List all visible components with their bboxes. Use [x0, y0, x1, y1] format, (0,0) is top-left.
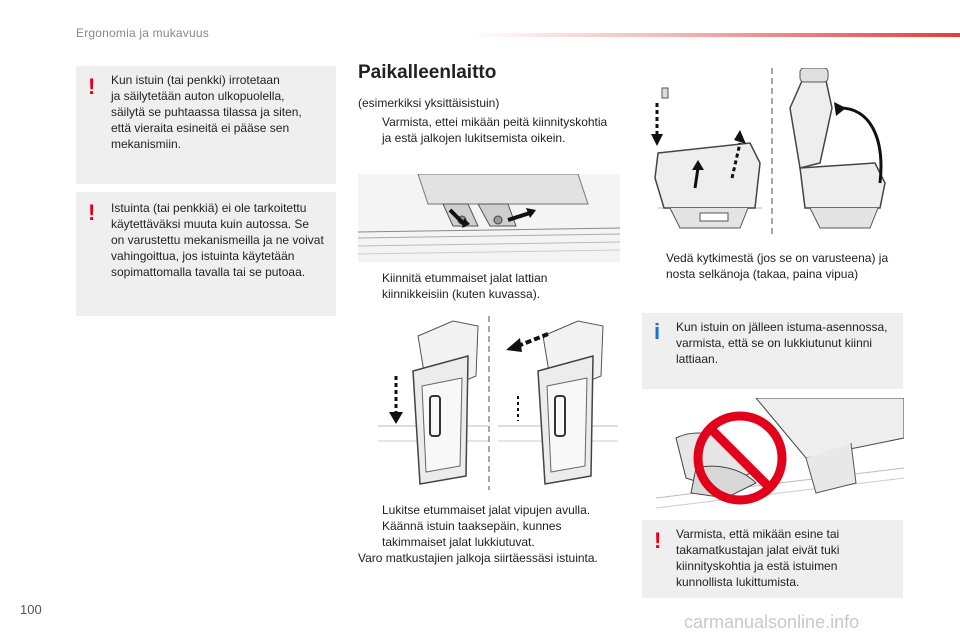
seatback-raise-illustration: [640, 68, 904, 238]
text-line: takamatkustajan jalat eivät tuki: [676, 543, 840, 557]
header-accent-line: [470, 33, 960, 37]
step-5: [666, 250, 916, 282]
text-line: ja säilytetään auton ulkopuolella,: [111, 89, 285, 103]
text-line: ja estä jalkojen lukitsemista oikein.: [382, 131, 566, 145]
warning-note-2: [76, 192, 336, 316]
seat-install-illustration: [358, 316, 620, 490]
text-line: Vedä kytkimestä (jos se on varusteena) ja: [666, 251, 889, 265]
warning-note-1: [76, 66, 336, 184]
text-line: nosta selkänoja (takaa, paina vipua): [666, 267, 859, 281]
prohibited-feet-drawing: [656, 398, 904, 512]
text-line: mekanismiin.: [111, 137, 182, 151]
warning-note-1-text: [111, 72, 331, 152]
text-line: on varustettu mekanismeilla ja ne voivat: [111, 233, 324, 247]
text-line: käytettäväksi muuta kuin autossa. Se: [111, 217, 310, 231]
text-line: lattiaan.: [676, 352, 719, 366]
info-note: [642, 313, 903, 389]
warning-icon: !: [654, 528, 662, 553]
info-note-text: [676, 319, 901, 367]
section-header: Ergonomia ja mukavuus: [76, 26, 209, 40]
text-line: kiinnityskohtia ja estä istuimen: [676, 559, 838, 573]
warning-icon: !: [88, 74, 96, 99]
step-3: [382, 502, 622, 518]
seatback-raise-drawing: [640, 68, 904, 238]
text-line: Lukitse etummaiset jalat vipujen avulla.: [382, 503, 591, 517]
floor-anchor-illustration: [358, 174, 620, 262]
text-line: Käännä istuin taaksepäin, kunnes: [382, 519, 562, 533]
warning-note-3-text: [676, 526, 901, 590]
floor-anchor-drawing: [358, 174, 620, 262]
text-line: Varmista, ettei mikään peitä kiinnityskohtia: [382, 115, 608, 129]
text-line: kiinnikkeisiin (kuten kuvassa).: [382, 287, 541, 301]
text-line: Kiinnitä etummaiset jalat lattian: [382, 271, 548, 285]
warning-note-2-text: [111, 200, 336, 280]
step-1: [382, 114, 627, 146]
text-line: vahingoittua, jos istuinta käytetään: [111, 249, 295, 263]
subtitle: (esimerkiksi yksittäisistuin): [358, 96, 500, 110]
text-line: sopimattomalla tavalla tai se putoaa.: [111, 265, 306, 279]
prohibited-feet-illustration: [656, 398, 904, 512]
info-icon: i: [654, 319, 661, 344]
text-line: että vieraita esineitä ei pääse sen: [111, 121, 290, 135]
warning-note-3: [642, 520, 903, 598]
text-line: takimmaiset jalat lukkiutuvat.: [382, 535, 535, 549]
text-line: Varmista, että mikään esine tai: [676, 527, 840, 541]
watermark: carmanualsonline.info: [684, 612, 860, 632]
closing-note: Varo matkustajien jalkoja siirtäessäsi istuinta.: [358, 551, 598, 565]
text-line: Kun istuin on jälleen istuma-asennossa,: [676, 320, 888, 334]
warning-icon: !: [88, 200, 96, 225]
page-title: Paikalleenlaitto: [358, 62, 497, 83]
text-line: Kun istuin (tai penkki) irrotetaan: [111, 73, 280, 87]
page-number: 100: [20, 602, 42, 617]
step-2: [382, 270, 622, 302]
seat-install-drawing: [358, 316, 620, 490]
text-line: kunnollista lukittumista.: [676, 575, 800, 589]
step-4: [382, 518, 622, 550]
text-line: säilytä se puhtaassa tilassa ja siten,: [111, 105, 302, 119]
text-line: varmista, että se on lukkiutunut kiinni: [676, 336, 873, 350]
text-line: Istuinta (tai penkkiä) ei ole tarkoitettu: [111, 201, 307, 215]
